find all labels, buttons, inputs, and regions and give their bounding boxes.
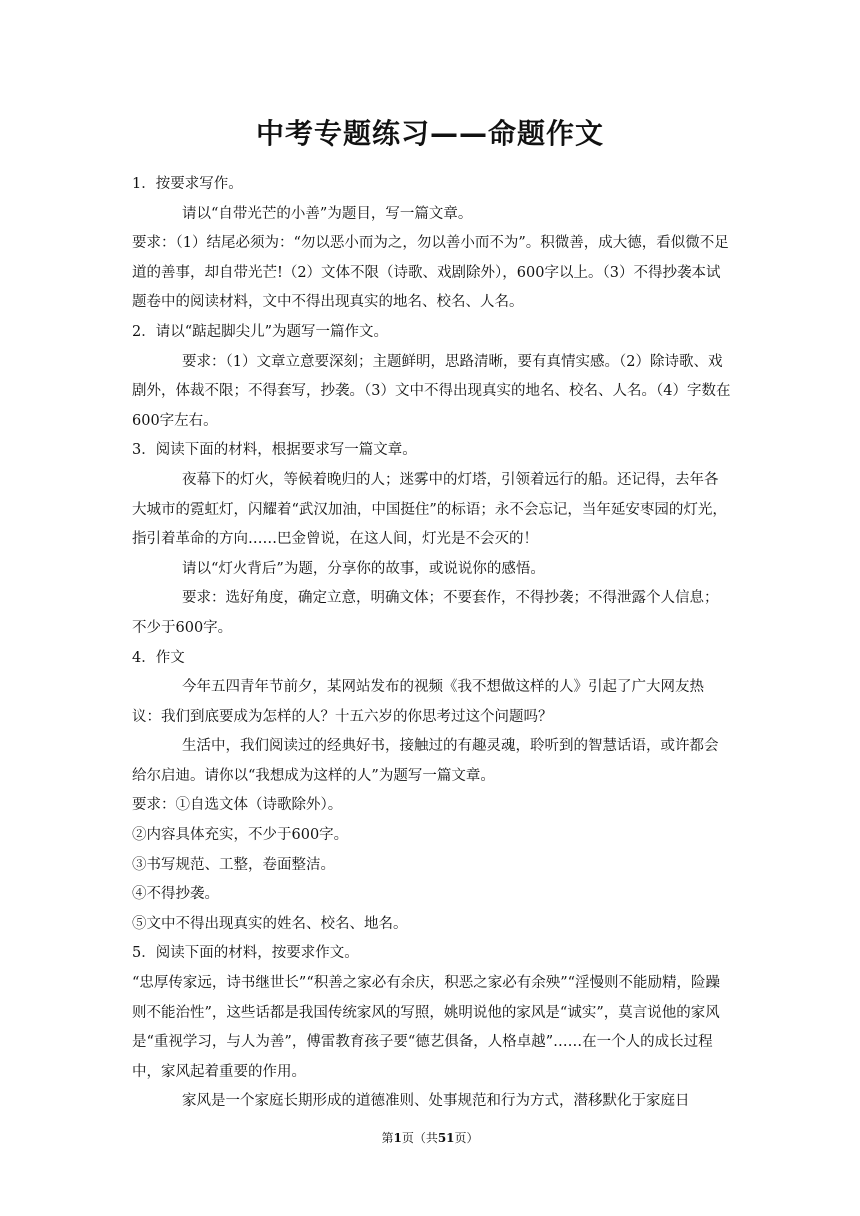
material-paragraph: 家风是一个家庭长期形成的道德准则、处事规范和行为方式，潜移默化于家庭日 — [182, 1093, 690, 1110]
document-body — [132, 170, 732, 1117]
question-1 — [132, 170, 732, 318]
prompt-paragraph: 生活中，我们阅读过的经典好书，接触过的有趣灵魂，聆听到的智慧话语，或许都会给尔启迪。请你以“我想成为这样的人”为题写一篇文章。 — [132, 738, 719, 784]
requirement-item: ⑤文中不得出现真实的姓名、校名、地名。 — [132, 915, 408, 932]
page-number: 1 — [393, 1131, 402, 1145]
requirements-paragraph: 要求：选好角度，确定立意，明确文体；不要套作，不得抄袭；不得泄露个人信息；不少于600字。 — [132, 590, 719, 636]
footer-prefix: 第 — [381, 1131, 394, 1145]
material-paragraph: 今年五四青年节前夕，某网站发布的视频《我不想做这样的人》引起了广大网友热议：我们到底要成为怎样的人？十五六岁的你思考过这个问题吗？ — [132, 679, 704, 725]
question-heading: 5．阅读下面的材料，按要求作文。 — [132, 945, 359, 962]
requirement-item: 要求：①自选文体（诗歌除外）。 — [132, 797, 343, 814]
question-heading: 4．作文 — [132, 649, 185, 666]
requirement-item: ④不得抄袭。 — [132, 886, 219, 903]
material-paragraph: 夜幕下的灯火，等候着晚归的人；迷雾中的灯塔，引领着远行的船。还记得，去年各大城市的霓虹灯，闪耀着“武汉加油，中国挺住”的标语；永不会忘记，当年延安枣园的灯光，指引着革命的方向……巴金曾说，在这人间，灯光是不会灭的！ — [132, 471, 727, 548]
requirements-paragraph: 要求：（1）文章立意要深刻；主题鲜明，思路清晰，要有真情实感。（2）除诗歌、戏剧外，体裁不限；不得套写，抄袭。（3）文中不得出现真实的地名、校名、人名。（4）字数在600字左右。 — [132, 353, 731, 429]
question-4 — [132, 644, 732, 940]
question-heading: 2．请以“踮起脚尖儿”为题写一篇作文。 — [132, 323, 389, 340]
page-title: 中考专题练习——命题作文 — [255, 117, 604, 150]
footer-mid: 页（共 — [401, 1131, 438, 1145]
requirement-item: ②内容具体充实，不少于600字。 — [132, 827, 349, 844]
page-footer — [0, 1129, 860, 1146]
total-pages: 51 — [437, 1131, 455, 1145]
question-heading: 3．阅读下面的材料，根据要求写一篇文章。 — [132, 442, 417, 459]
material-paragraph: “忠厚传家远，诗书继世长”“积善之家必有余庆，积恶之家必有余殃”“淫慢则不能励精，险躁则不能治性”，这些话都是我国传统家风的写照，姚明说他的家风是“诚实”，莫言说他的家风是“重视学习，与人为善”，傅雷教育孩子要“德艺俱备，人格卓越”……在一个人的成长过程中，家风起着重要的作用。 — [132, 975, 721, 1080]
requirements-paragraph: 要求：（1）结尾必须为：“勿以恶小而为之，勿以善小而不为”。积微善，成大德，看似微不足道的善事，却自带光芒!（2）文体不限（诗歌、戏剧除外），600字以上。（3）不得抄袭本试题卷中的阅读材料，文中不得出现真实的地名、校名、人名。 — [132, 235, 729, 311]
question-2 — [132, 318, 732, 436]
question-heading: 1．按要求写作。 — [132, 176, 243, 192]
question-5 — [132, 939, 732, 1117]
footer-suffix: 页） — [454, 1131, 479, 1145]
prompt-paragraph: 请以“自带光芒的小善”为题目，写一篇文章。 — [182, 205, 473, 222]
question-3 — [132, 436, 732, 643]
prompt-paragraph: 请以“灯火背后”为题，分享你的故事，或说说你的感悟。 — [182, 560, 545, 577]
requirement-item: ③书写规范、工整，卷面整洁。 — [132, 856, 335, 873]
